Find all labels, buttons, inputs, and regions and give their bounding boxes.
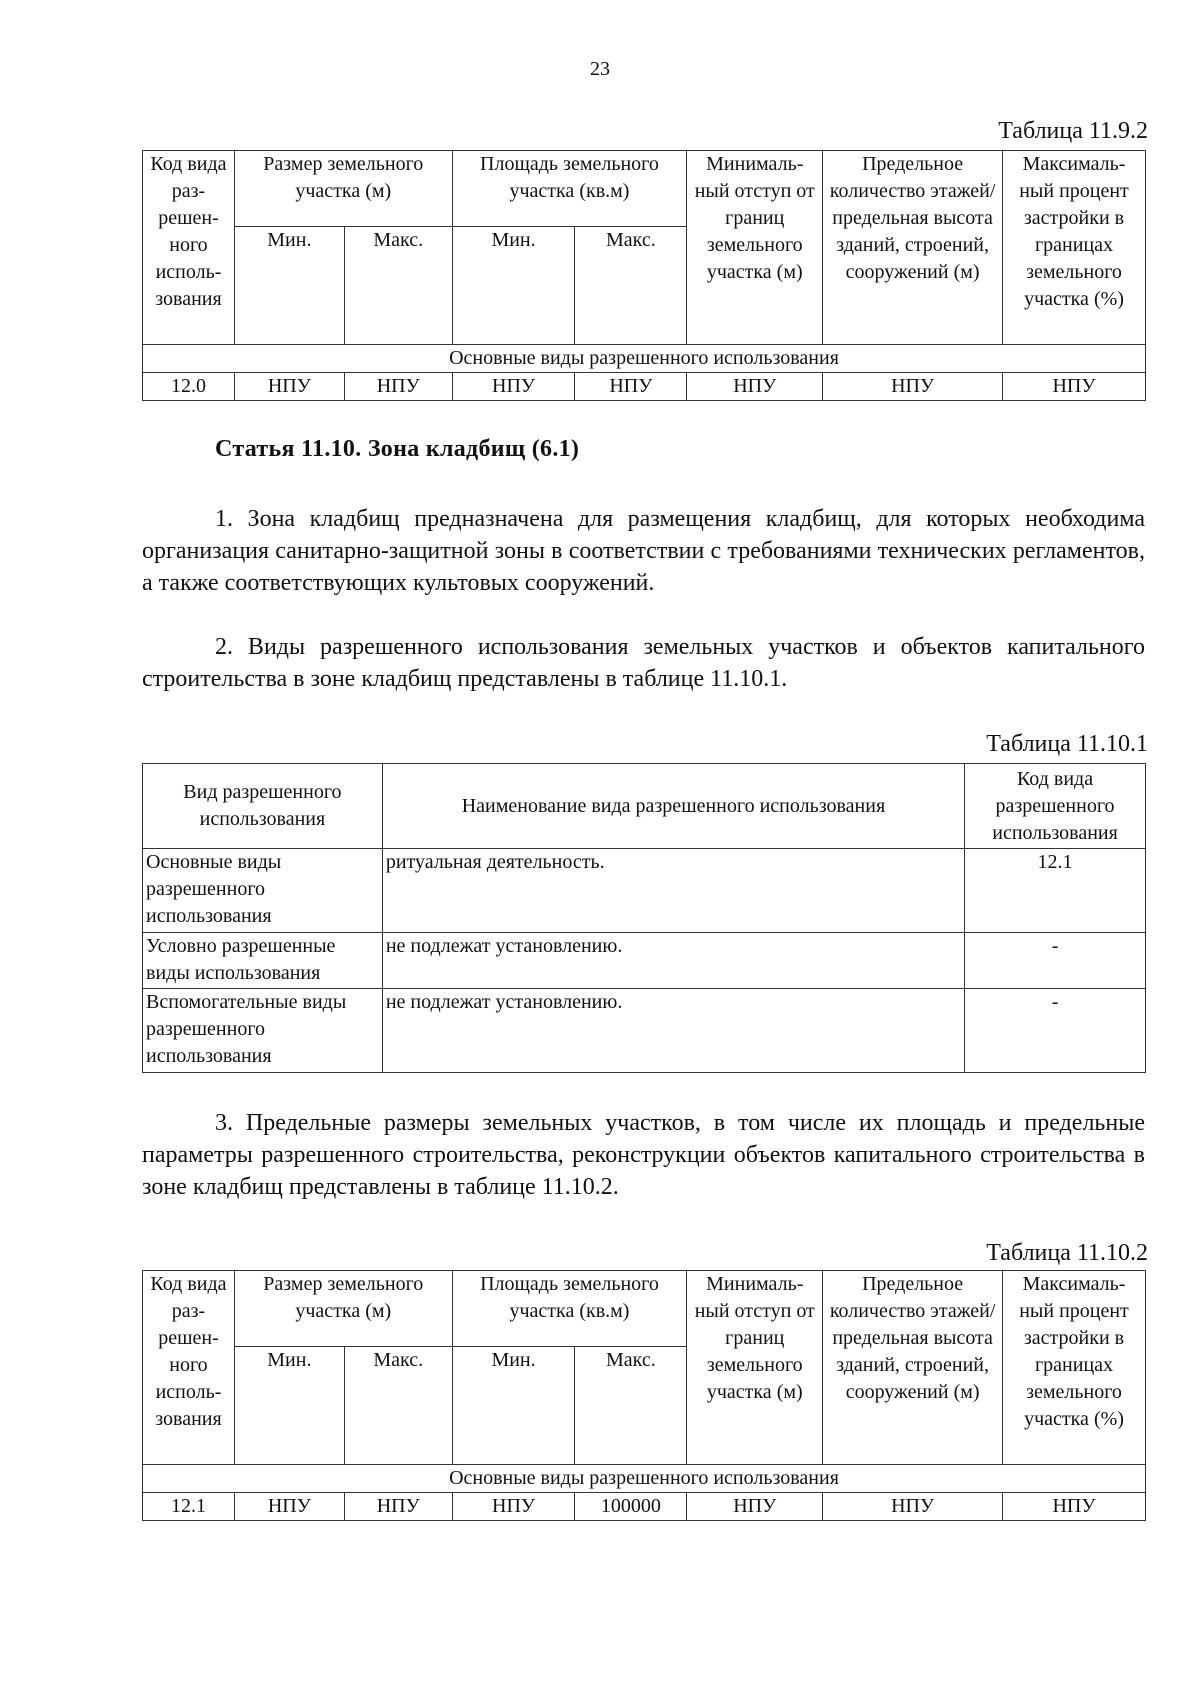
cell-floors: НПУ — [823, 1493, 1003, 1521]
cell-area-max: 100000 — [575, 1493, 687, 1521]
table-row — [143, 849, 1146, 933]
header-code: Код вида раз- решен- ного исполь- зования — [143, 1271, 235, 1465]
table-row — [143, 373, 1146, 401]
table-11-10-2-caption: Таблица 11.10.2 — [986, 1240, 1148, 1266]
header-size-min: Мин. — [234, 1347, 344, 1465]
table-row — [143, 933, 1146, 989]
cell-size-max: НПУ — [344, 373, 452, 401]
header-area-min: Мин. — [452, 227, 575, 345]
cell-use-code: - — [965, 933, 1146, 989]
cell-use-code: 12.1 — [965, 849, 1146, 933]
header-size-max: Макс. — [344, 1347, 452, 1465]
header-floors: Предельное количество этажей/ предельная высота зданий, строений, сооружений (м) — [823, 1271, 1003, 1465]
table-11-10-1-caption: Таблица 11.10.1 — [986, 731, 1148, 757]
cell-floors: НПУ — [823, 373, 1003, 401]
header-coverage: Максималь- ный процент застройки в границах земельного участка (%) — [1003, 151, 1146, 345]
cell-use-name: не подлежат установлению. — [382, 989, 964, 1073]
header-size: Размер земельного участка (м) — [234, 151, 452, 227]
table-11-10-2 — [142, 1270, 1146, 1521]
header-use-type: Вид разрешенного использования — [143, 764, 383, 849]
table-11-9-2 — [142, 150, 1146, 401]
section-row: Основные виды разрешенного использования — [143, 345, 1146, 373]
section-row: Основные виды разрешенного использования — [143, 1465, 1146, 1493]
cell-use-name: ритуальная деятельность. — [382, 849, 964, 933]
header-setback: Минималь- ный отступ от границ земельного участка (м) — [687, 1271, 823, 1465]
cell-coverage: НПУ — [1003, 373, 1146, 401]
cell-use-type: Основные виды разрешенного использования — [143, 849, 383, 933]
cell-use-code: - — [965, 989, 1146, 1073]
cell-area-min: НПУ — [452, 1493, 575, 1521]
header-size: Размер земельного участка (м) — [234, 1271, 452, 1347]
cell-size-min: НПУ — [234, 1493, 344, 1521]
header-area-max: Макс. — [575, 227, 687, 345]
cell-area-min: НПУ — [452, 373, 575, 401]
table-11-10-1 — [142, 763, 1146, 1073]
header-area-max: Макс. — [575, 1347, 687, 1465]
header-setback: Минималь- ный отступ от границ земельного участка (м) — [687, 151, 823, 345]
paragraph-3: 3. Предельные размеры земельных участков, в том числе их площадь и предельные параметры разрешенного строительства, реконструкции объектов капитального строительства в зоне кладбищ представлены в таблице 11.10.2. — [142, 1110, 1145, 1200]
header-coverage: Максималь- ный процент застройки в границах земельного участка (%) — [1003, 1271, 1146, 1465]
cell-area-max: НПУ — [575, 373, 687, 401]
cell-code: 12.1 — [143, 1493, 235, 1521]
header-floors: Предельное количество этажей/ предельная высота зданий, строений, сооружений (м) — [823, 151, 1003, 345]
cell-coverage: НПУ — [1003, 1493, 1146, 1521]
table-row — [143, 989, 1146, 1073]
header-size-max: Макс. — [344, 227, 452, 345]
cell-setback: НПУ — [687, 1493, 823, 1521]
cell-setback: НПУ — [687, 373, 823, 401]
paragraph-1: 1. Зона кладбищ предназначена для размещения кладбищ, для которых необходима организация санитарно-защитной зоны в соответствии с требованиями технических регламентов, а также соответствующих культовых сооружений. — [142, 506, 1145, 596]
cell-use-type: Вспомогательные виды разрешенного использования — [143, 989, 383, 1073]
cell-use-name: не подлежат установлению. — [382, 933, 964, 989]
header-area-min: Мин. — [452, 1347, 575, 1465]
article-heading: Статья 11.10. Зона кладбищ (6.1) — [215, 436, 580, 462]
page-number: 23 — [590, 58, 610, 80]
header-use-name: Наименование вида разрешенного использования — [382, 764, 964, 849]
header-size-min: Мин. — [234, 227, 344, 345]
header-code: Код вида раз- решен- ного исполь- зования — [143, 151, 235, 345]
header-area: Площадь земельного участка (кв.м) — [452, 151, 687, 227]
table-row — [143, 1493, 1146, 1521]
header-use-code: Код вида разрешенного использования — [965, 764, 1146, 849]
cell-code: 12.0 — [143, 373, 235, 401]
paragraph-2: 2. Виды разрешенного использования земельных участков и объектов капитального строительства в зоне кладбищ представлены в таблице 11.10.1. — [142, 634, 1145, 692]
header-area: Площадь земельного участка (кв.м) — [452, 1271, 687, 1347]
cell-size-min: НПУ — [234, 373, 344, 401]
table-11-9-2-caption: Таблица 11.9.2 — [998, 118, 1148, 144]
cell-size-max: НПУ — [344, 1493, 452, 1521]
cell-use-type: Условно разрешенные виды использования — [143, 933, 383, 989]
